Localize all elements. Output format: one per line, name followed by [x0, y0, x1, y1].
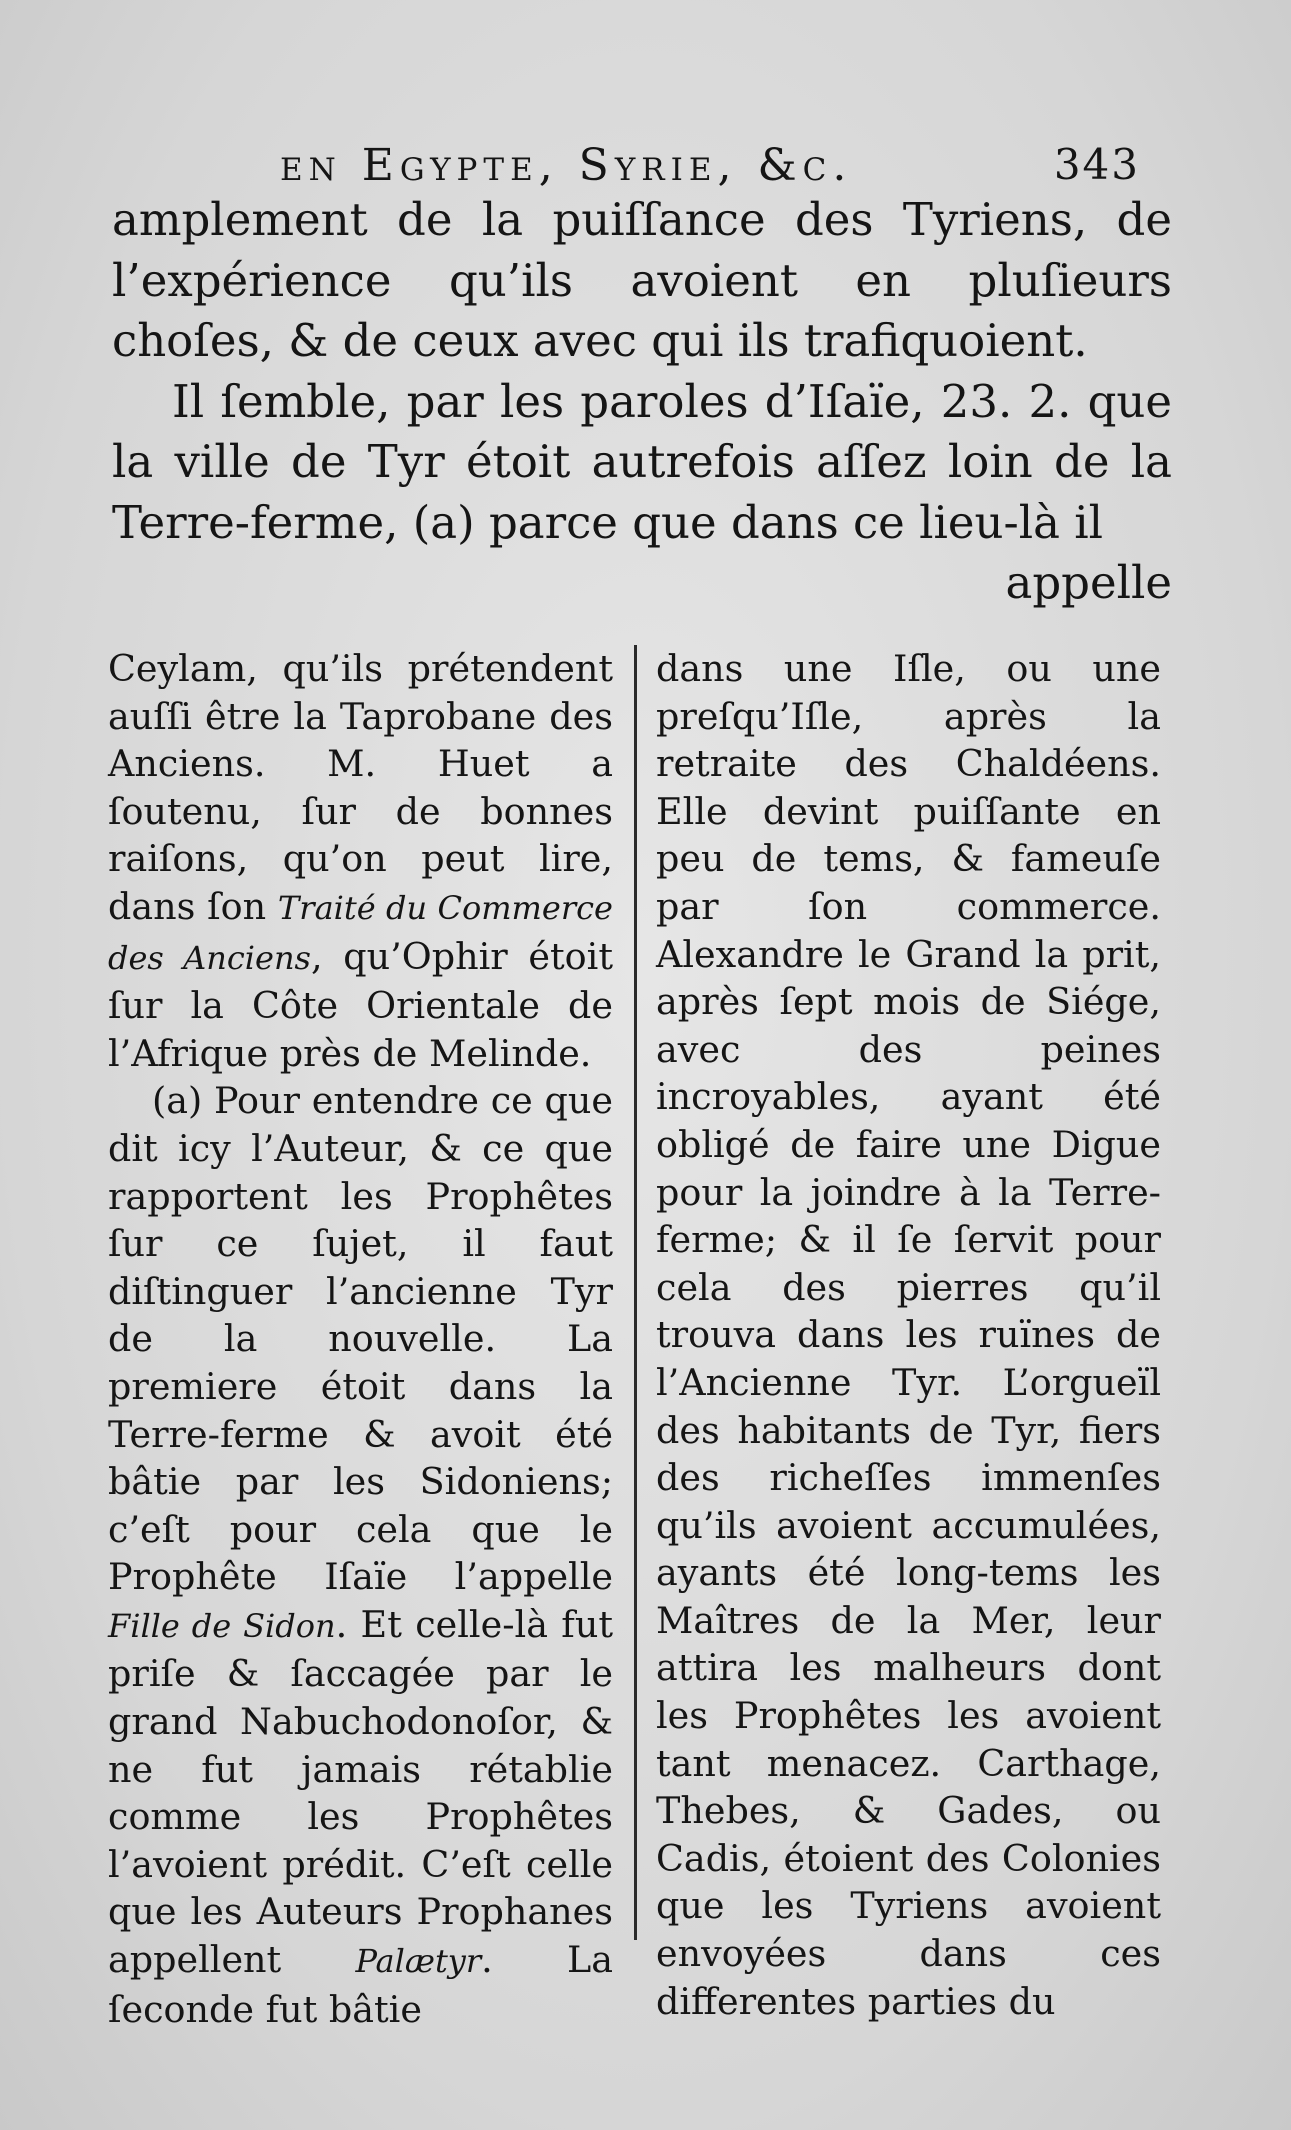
footnote-italic-phrase: Fille de Sidon: [108, 1606, 336, 1645]
footnote-text: . Et celle-là fut priſe & ſaccagée par le grand Nabuchodonoſor, & ne fut jamais rétablie comme les Prophêtes l’avoient prédit. C’eſt celle que les Auteurs Prophanes appellent: [108, 1602, 613, 1982]
page-number: 343: [1053, 140, 1140, 189]
footnote-paragraph-3: dans une Iſle, ou une preſqu’Iſle, après la retraite des Chaldéens. Elle devint puiſſante en peu de tems, & fameuſe par ſon commerce. Alexandre le Grand la prit, après ſept mois de Siége, avec des peines incroyables, ayant été obligé de faire une Digue pour la joindre à la Terre-ferme; & il ſe ſervit pour cela des pierres qu’il trouva dans les ruïnes de l’Ancienne Tyr. L’orgueïl des habitants de Tyr, fiers des richeſſes immenſes qu’ils avoient accumulées, ayants été long-tems les Maîtres de la Mer, leur attira les malheurs dont les Prophêtes les avoient tant menacez. Carthage, Thebes, & Gades, ou Cadis, étoient des Colonies que les Tyriens avoient envoyées dans ces differentes parties du: [656, 647, 1161, 2023]
column-divider: [634, 645, 637, 1940]
footnote-italic-title: Traité du Commerce des Anciens: [108, 888, 613, 977]
footnote-text: Ceylam, qu’ils prétendent auſſi être la Taprobane des Anciens. M. Huet a ſoutenu, ſur de bonnes raiſons, qu’on peut lire, dans ſon: [108, 647, 613, 928]
main-paragraph-1: amplement de la puiſſance des Tyriens, de l’expérience qu’ils avoient en pluſieurs choſes, & de ceux avec qui ils trafiquoient.: [112, 193, 1172, 367]
running-title: en Egypte, Syrie, &c.: [280, 140, 853, 191]
footnote-text: . La ſeconde fut bâtie: [108, 1938, 613, 2031]
footnote-paragraph-2: [108, 1077, 613, 2033]
catchword: appelle: [1005, 556, 1172, 609]
footnote-italic-phrase: Palætyr: [355, 1942, 482, 1981]
main-text: [112, 190, 1172, 614]
footnote-column-left: [108, 645, 613, 2033]
footnotes: [108, 645, 1168, 2031]
footnote-column-right: [656, 645, 1161, 2025]
footnote-text: , qu’Ophir étoit ſur la Côte Orientale de l’Afrique près de Melinde.: [108, 934, 613, 1075]
main-paragraph-2: Il ſemble, par les paroles d’Iſaïe, 23. 2. que la ville de Tyr étoit autrefois aſſez loin de la Terre-ferme, (a) parce que dans ce lieu-là il: [112, 374, 1172, 549]
footnote-paragraph-1: [108, 645, 613, 1077]
footnote-text: (a) Pour entendre ce que dit icy l’Auteur, & ce que rapportent les Prophêtes ſur ce ſujet, il faut diſtinguer l’ancienne Tyr de la nouvelle. La premiere étoit dans la Terre-ferme & avoit été bâtie par les Sidoniens; c’eſt pour cela que le Prophête Iſaïe l’appelle: [108, 1079, 613, 1599]
